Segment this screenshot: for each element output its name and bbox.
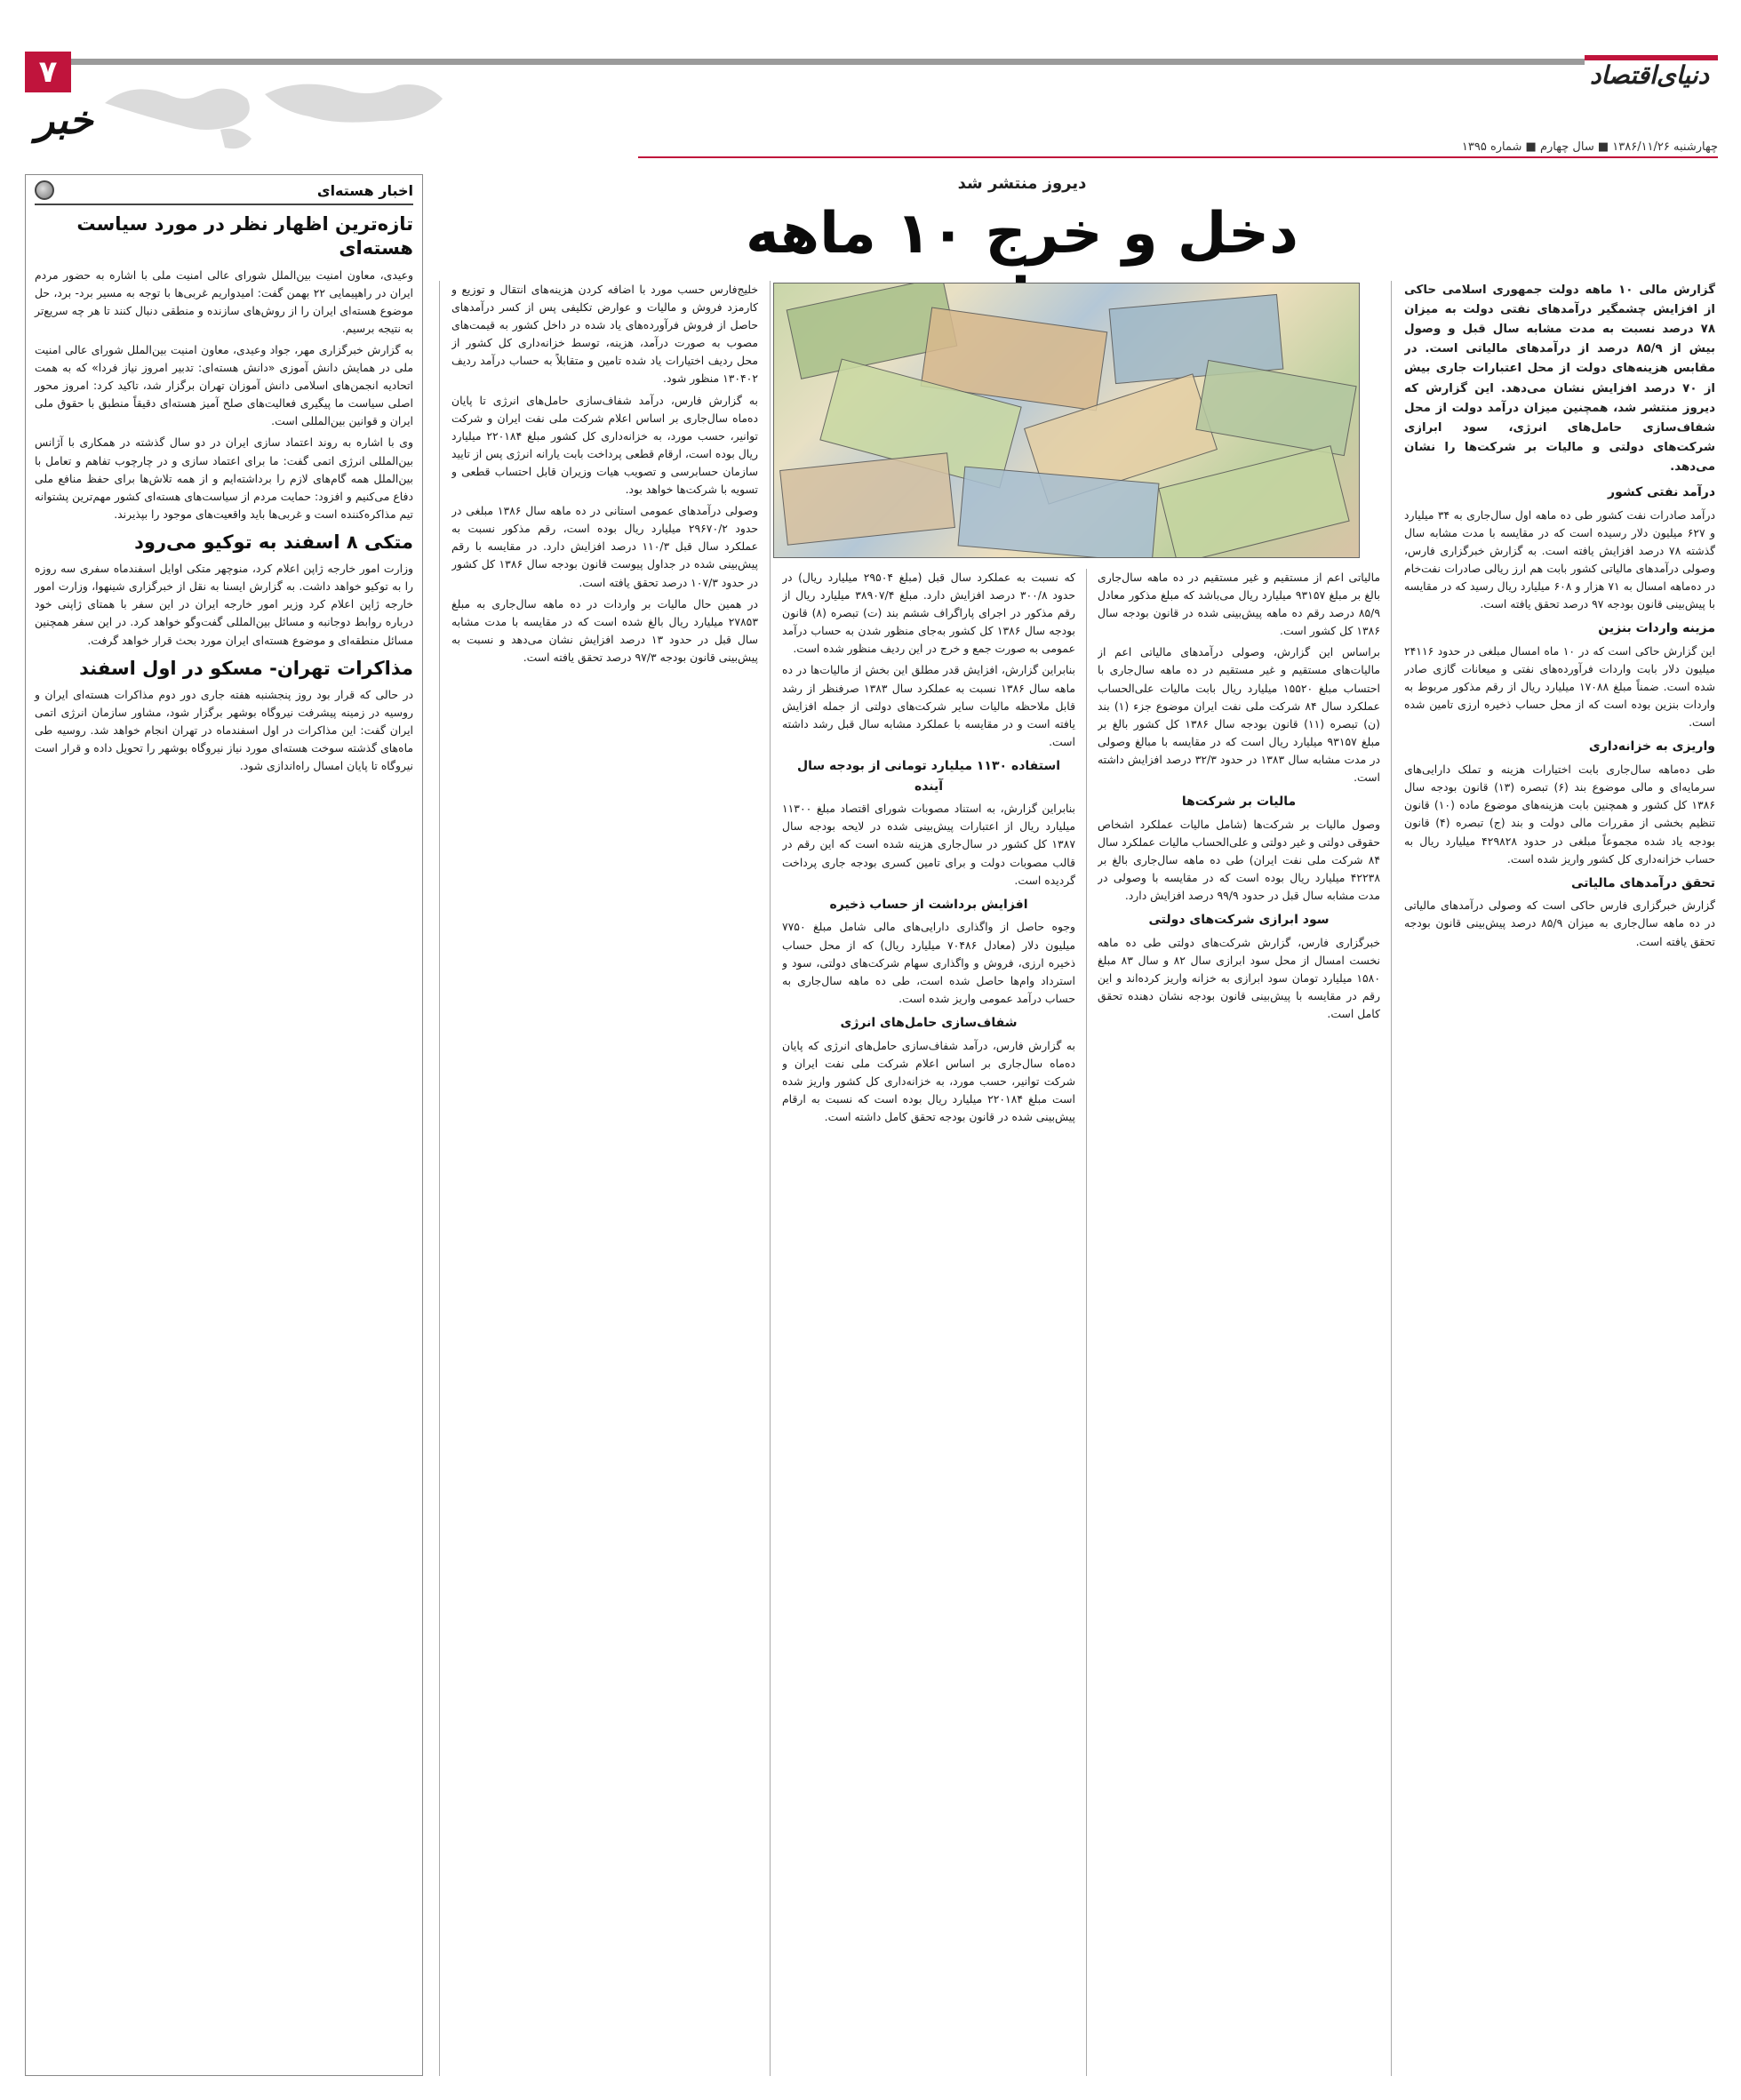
column-4 — [451, 281, 758, 2076]
dateline: چهارشنبه ۱۳۸۶/۱۱/۲۶ ■ سال چهارم ■ شماره ۱۳۹۵ — [638, 140, 1718, 158]
sidebar-label: اخبار هسته‌ای — [316, 181, 413, 199]
paragraph: بنابراین گزارش، به استناد مصوبات شورای اقتصاد مبلغ ۱۱۳۰۰ میلیارد ریال از اعتبارات پیش‌بینی شده در لایحه بودجه سال ۱۳۸۷ کل کشور در سال‌جاری هزینه شده است که این رقم در قالب مصوبات دولت و برای تامین کسری بودجه جاری پرداخت گردیده است. — [782, 802, 1075, 887]
paragraph: این گزارش حاکی است که در ۱۰ ماه امسال مبلغی در حدود ۲۴۱۱۶ میلیون دلار بابت واردات فرآورده‌های نفتی و میعانات گازی صادر شده است. ضمناً مبلغ ۱۷۰۸۸ میلیارد ریال از رقم مذکور مربوط به واردات بنزین بوده است که از محل حساب ذخیره ارزی تامین شده است. — [1404, 644, 1715, 730]
paragraph: وصول مالیات بر شرکت‌ها (شامل مالیات عملکرد اشخاص حقوقی دولتی و غیر دولتی و علی‌الحساب مالیات عملکرد سال ۸۴ شرکت ملی نفت ایران) طی ده ماهه سال‌جاری بالغ بر ۴۲۲۳۸ میلیارد ریال بوده است که در مقایسه با وصولی در مدت مشابه سال قبل در حدود ۹۹/۹ درصد افزایش دارد. — [1098, 817, 1380, 903]
story1-paragraph: وعیدی، معاون امنیت بین‌الملل شورای عالی امنیت ملی با اشاره به حضور مردم ایران در راهپیمایی ۲۲ بهمن گفت: امیدواریم غربی‌ها با توجه به مسیر برد- برد، حل موضوع هسته‌ای ایران را از روش‌های سازنده و منطقی دنبال کنند تا هر چه سریع‌تر به نتیجه برسیم. — [35, 267, 413, 335]
kicker: دیروز منتشر شد — [957, 174, 1087, 193]
story3-title: مذاکرات تهران- مسکو در اول اسفند — [79, 657, 413, 679]
story1-paragraph: وی با اشاره به روند اعتماد سازی ایران در دو سال گذشته در همکاری با آژانس بین‌المللی انرژی اتمی گفت: ما برای اعتماد سازی و در چارچوب تفاهم و تعامل با بین‌الملل همه گام‌های لازم را برداشته‌ایم و از همه تلاش‌ها برای حفظ منافع ملی دفاع می‌کنیم و افزود: حمایت مردم از سیاست‌های هسته‌ای کشور مهم‌ترین پشتوانه تیم مذاکره‌کننده است و غربی‌ها باید واقعیت‌های موجود را بپذیرند. — [35, 435, 413, 521]
subhead-state-companies: سود ابرازی شرکت‌های دولتی — [1148, 913, 1330, 928]
paragraph: مالیاتی اعم از مستقیم و غیر مستقیم در ده ماهه سال‌جاری بالغ بر مبلغ ۹۳۱۵۷ میلیارد ریال می‌باشد که مبلغ مذکور معادل ۸۵/۹ درصد رقم ده ماهه پیش‌بینی شده در قانون بودجه سال ۱۳۸۶ کل کشور است. — [1098, 571, 1380, 638]
section-title: خبر — [36, 98, 93, 143]
paragraph: وصولی درآمدهای عمومی استانی در ده ماهه سال ۱۳۸۶ مبلغی در حدود ۲۹۶۷۰/۲ میلیارد ریال بوده است، رقم مذکور نسبت به عملکرد سال قبل ۱۱۰/۳ درصد افزایش دارد. در مقایسه با رقم پیش‌بینی شده در جداول پیوست قانون بودجه سال ۱۳۸۶ کل کشور در حدود ۱۰۷/۳ درصد تحقق یافته است. — [451, 504, 758, 589]
paragraph: به گزارش فارس، درآمد شفاف‌سازی حامل‌های انرژی که پایان ده‌ماه سال‌جاری بر اساس اعلام شرکت ملی نفت ایران و شرکت توانیر، حسب مورد، به خزانه‌داری کل کشور واریز شده است مبلغ ۲۲۰۱۸۴ میلیارد ریال بوده است که نسبت به ارقام پیش‌بینی شده در قانون بودجه تحقق کامل داشته است. — [782, 1038, 1075, 1123]
banknote — [1195, 360, 1356, 456]
banknote — [779, 452, 955, 545]
subhead-gasoline-import: مزینه واردات بنزین — [1598, 621, 1715, 636]
page-number: ۷ — [25, 52, 71, 92]
subhead-tax-revenue: تحقق درآمدهای مالیاتی — [1571, 875, 1715, 890]
column-divider — [770, 281, 771, 2076]
story3-body — [35, 686, 413, 775]
paragraph: بنابراین گزارش، افزایش قدر مطلق این بخش از مالیات‌ها در ده ماهه سال ۱۳۸۶ نسبت به عملکرد سال ۱۳۸۳ صرفنظر از رشد قابل ملاحظه مالیات سایر شرکت‌های دولتی از جمله افزایش یافته است و در مقایسه با عملکرد مشابه سال قبل رشد داشته است. — [782, 663, 1075, 748]
nuclear-news-sidebar — [25, 174, 423, 2076]
world-map-icon — [87, 68, 460, 156]
column-3 — [782, 569, 1075, 2076]
story2-paragraph: وزارت امور خارجه ژاپن اعلام کرد، منوچهر متکی اوایل اسفندماه سفری سه روزه را به توکیو خواهد داشت. به گزارش ایسنا به نقل از خبرگزاری شینهوا، وزارت امور خارجه ژاپن اعلام کرد وزیر امور خارجه ایران در این سفر با همتای ژاپنی خود درباره روابط دوجانبه و مسائل بین‌المللی گفت‌وگو خواهد کرد. در این سفر همچنین مسائل منطقه‌ای و موضوع هسته‌ای ایران مورد بحث قرار خواهد گرفت. — [35, 562, 413, 647]
paragraph: خبرگزاری فارس، گزارش شرکت‌های دولتی طی ده ماهه نخست امسال از محل سود ابرازی سال ۸۲ و سال ۸۳ مبلغ ۱۵۸۰ میلیارد تومان سود ابرازی به خزانه واریز کرده‌اند و این رقم در مقایسه با پیش‌بینی قانون بودجه نشان دهنده تحقق کامل است. — [1098, 935, 1380, 1021]
top-rule — [68, 59, 1585, 65]
story2-body — [35, 560, 413, 649]
paragraph: به گزارش فارس، درآمد شفاف‌سازی حامل‌های انرژی تا پایان ده‌ماه سال‌جاری بر اساس اعلام شرکت ملی نفت ایران و شرکت توانیر، حسب مورد، به خزانه‌داری کل کشور مبلغ ۲۲۰۱۸۴ میلیارد ریال بوده است، ارقام قطعی پرداخت بابت یارانه انرژی پس از تایید سازمان حسابرسی و تصویب هیات وزیران قابل احتساب قطعی و تسویه با شرکت‌ها خواهد بود. — [451, 393, 758, 497]
paragraph: که نسبت به عملکرد سال قبل (مبلغ ۲۹۵۰۴ میلیارد ریال) در حدود ۳۰۰/۸ درصد افزایش دارد. مبلغ ۳۸۹۰۷/۴ میلیارد ریال از رقم مذکور در اجرای پاراگراف ششم بند (ت) تبصره (۸) قانون بودجه سال ۱۳۸۶ کل کشور به‌جای منظور شدن به حساب درآمد عمومی به صورت جمع و خرج در این ردیف منظور شده است. — [782, 571, 1075, 656]
story1-title: تازه‌ترین اظهار نظر در مورد سیاست هسته‌ای — [76, 213, 413, 260]
subhead-corporate-tax: مالیات بر شرکت‌ها — [1181, 794, 1297, 810]
subhead-reserve-fund: افزایش برداشت از حساب ذخیره — [829, 897, 1028, 912]
paragraph: براساس این گزارش، وصولی درآمدهای مالیاتی اعم از مالیات‌های مستقیم و غیر مستقیم در ده ماهه سال‌جاری با احتساب مبلغ ۱۵۵۲۰ میلیارد ریال بابت مالیات علی‌الحساب عملکرد سال ۸۴ شرکت ملی نفت ایران موضوع جزء (۱) بند (ن) تبصره (۱۱) قانون بودجه سال ۱۳۸۶ کل کشور بالغ بر مبلغ ۹۳۱۵۷ میلیارد ریال است که در مقایسه با مبالغ وصولی در مدت مشابه سال ۱۳۸۳ در حدود ۳۲/۳ درصد افزایش داشته است. — [1098, 645, 1380, 785]
column-2 — [1098, 569, 1380, 2076]
banknote — [957, 467, 1159, 558]
newspaper-logo: دنیای‌اقتصاد — [1589, 60, 1709, 90]
subhead-next-year-budget: استفاده ۱۱۳۰ میلیارد تومانی از بودجه سال آینده — [796, 758, 1061, 794]
banknotes-photo — [773, 283, 1360, 558]
story1-paragraph: به گزارش خبرگزاری مهر، جواد وعیدی، معاون امنیت بین‌الملل شورای عالی امنیت ملی در همایش دانش آموزی «دانش هسته‌ای: تدبیر امروز نیاز فردا» که به همت اتحادیه انجمن‌های اسلامی دانش آموزان تهران برگزار شد، تاکید کرد: امروز محور اصلی سیاست ما پیگیری فعالیت‌های صلح آمیز هسته‌ای دقیقاً منطبق با حقوق ملی ایران و قوانین بین‌المللی است. — [35, 342, 413, 428]
headline: دخل و خرج ۱۰ ماهه — [745, 201, 1299, 267]
lead-paragraph: گزارش مالی ۱۰ ماهه دولت جمهوری اسلامی حاکی از افزایش چشمگیر درآمدهای نفتی دولت به میزان ۷۸ درصد نسبت به مدت مشابه سال قبل و وصول بیش از ۸۵/۹ درصد از درآمدهای مالیاتی است. در مقابس هزینه‌های دولت از محل اعتبارات جاری بیش از ۷۰ درصد افزایش نشان می‌دهد. این گزارش که دیروز منتشر شد، همچنین میزان درآمد دولت از محل شفاف‌سازی حامل‌های انرژی، سود ابرازی شرکت‌های دولتی و مالیات بر شرکت‌ها را نشان می‌دهد. — [1404, 283, 1715, 474]
column-divider — [1086, 569, 1087, 2076]
paragraph: گزارش خبرگزاری فارس حاکی است که وصولی درآمدهای مالیاتی در ده ماهه سال‌جاری به میزان ۸۵/۹ درصد پیش‌بینی قانون بودجه تحقق یافته است. — [1404, 898, 1715, 948]
paragraph: درآمد صادرات نفت کشور طی ده ماهه اول سال‌جاری به ۳۴ میلیارد و ۶۲۷ میلیون دلار رسیده است که در مقایسه با مدت مشابه سال گذشته ۷۸ درصد افزایش یافته است. به گزارش خبرگزاری فارس، وصولی درآمدهای مالیاتی کشور بابت هم ارز ریالی صادرات نفت‌خام در ده‌ماهه امسال به ۷۱ هزار و ۶۰۸ میلیارد ریال رسید که در مقایسه با پیش‌بینی قانون بودجه ۹۷ درصد تحقق یافته است. — [1404, 507, 1715, 611]
subhead-treasury: واریزی به خزانه‌داری — [1588, 739, 1715, 755]
story1-body — [35, 267, 413, 523]
column-divider — [1391, 281, 1392, 2076]
globe-icon — [35, 180, 54, 200]
paragraph: وجوه حاصل از واگذاری دارایی‌های مالی شامل مبلغ ۷۷۵۰ میلیون دلار (معادل ۷۰۴۸۶ میلیارد ریال) که از محل حساب ذخیره ارزی، فروش و واگذاری سهام شرکت‌های دولتی، سود و استرداد وام‌ها حاصل شده است، طی ده ماهه سال‌جاری به حساب درآمد عمومی واریز شده است. — [782, 920, 1075, 1005]
story2-title: متکی ۸ اسفند به توکیو می‌رود — [134, 531, 413, 553]
paragraph: در همین حال مالیات بر واردات در ده ماهه سال‌جاری به مبلغ ۲۷۸۵۳ میلیارد ریال بالغ شده است که در مقایسه با مدت مشابه سال قبل در حدود ۱۳ درصد افزایش نشان می‌دهد و نسبت به پیش‌بینی قانون بودجه ۹۷/۳ درصد تحقق یافته است. — [451, 596, 758, 664]
story3-paragraph: در حالی که قرار بود روز پنجشنبه هفته جاری دور دوم مذاکرات هسته‌ای ایران و روسیه در زمینه پیشرفت نیروگاه بوشهر برگزار شود، مشاور سازمان انرژی اتمی ایران گفت: این مذاکرات در اول اسفندماه در تهران انجام خواهد شد. روسیه طی ماه‌های گذشته سوخت هسته‌ای مورد نیاز نیروگاه بوشهر را تحویل داده و قرار است نیروگاه تا پایان امسال راه‌اندازی شود. — [35, 687, 413, 773]
banknote — [1158, 445, 1349, 558]
column-1 — [1404, 281, 1715, 2076]
subhead-energy-transparency: شفاف‌سازی حامل‌های انرژی — [840, 1015, 1018, 1030]
column-divider — [439, 281, 440, 2076]
sidebar-header — [35, 180, 413, 205]
masthead — [25, 52, 1718, 158]
paragraph: خلیج‌فارس حسب مورد با اضافه کردن هزینه‌های انتقال و توزیع و کارمزد فروش و مالیات و عوارض تکلیفی پس از کسر درآمدهای حاصل از فروش فرآورده‌های یاد شده در داخل کشور به قیمت‌های مصوب به صورت درآمد، هزینه، توسط خزانه‌داری کل کشور از محل ردیف اختیارات یاد شده تامین و متقابلاً به حساب درآمد ردیف ۱۳۰۴۰۲ منظور شود. — [451, 283, 758, 386]
subhead-oil-income: درآمد نفتی کشور — [1608, 485, 1715, 500]
paragraph: طی ده‌ماهه سال‌جاری بابت اختیارات هزینه و تملک دارایی‌های سرمایه‌ای و مالی موضوع بند (۶) تبصره (۱۳) قانون بودجه سال ۱۳۸۶ کل کشور و همچنین بابت هزینه‌های موضوع ماده (۱۰) قانون تنظیم بخشی از مقررات مالی دولت و بند (ج) تبصره (۴) قانون بودجه یاد شده مجموعاً مبلغی در حدود ۴۲۹۸۲۸ میلیارد ریال به حساب خزانه‌داری کل کشور واریز شده است. — [1404, 763, 1715, 866]
